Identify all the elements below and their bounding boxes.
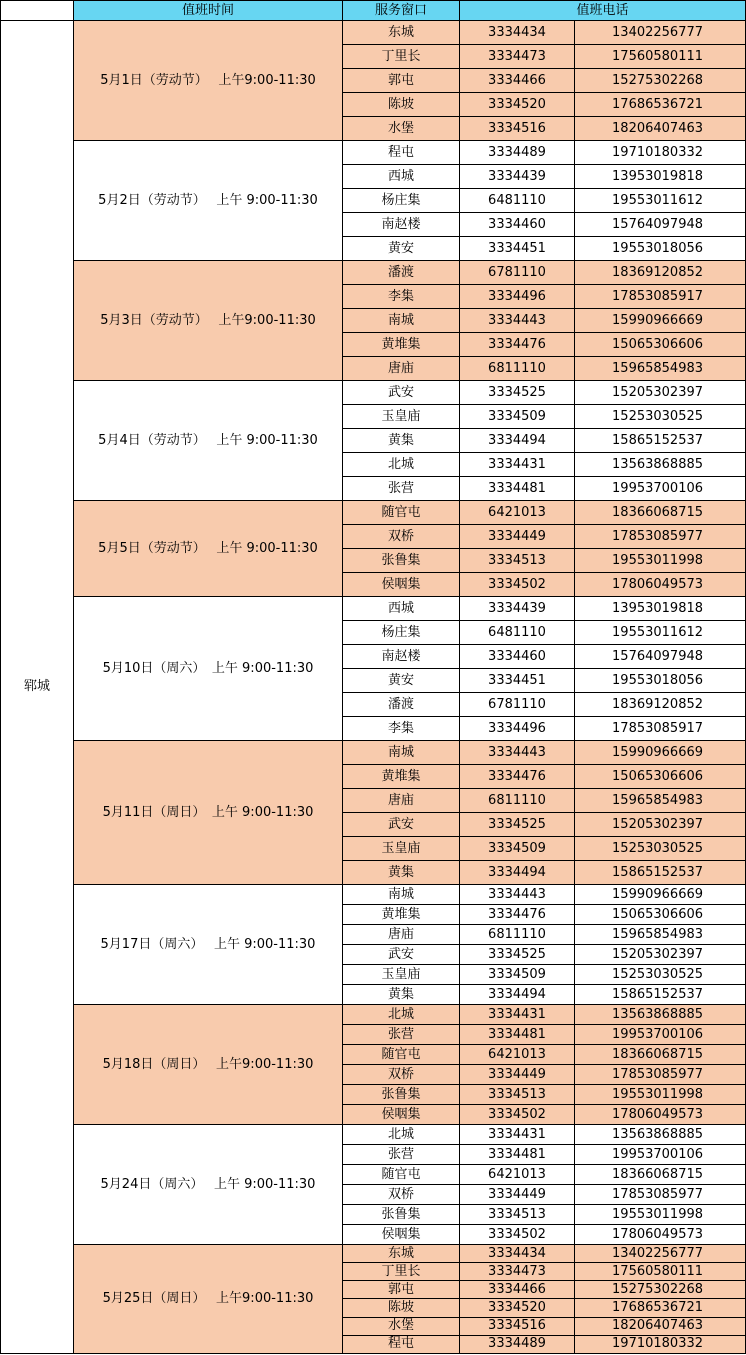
mobile-cell: 19553018056 [575, 237, 746, 261]
mobile-cell: 19553011612 [575, 189, 746, 213]
service-window-cell: 侯咽集 [343, 1105, 460, 1125]
mobile-cell: 19553011998 [575, 1205, 746, 1225]
landline-cell: 3334451 [460, 237, 575, 261]
landline-cell: 6781110 [460, 693, 575, 717]
service-window-cell: 侯咽集 [343, 573, 460, 597]
landline-cell: 3334443 [460, 741, 575, 765]
mobile-cell: 15253030525 [575, 405, 746, 429]
header-blank [1, 1, 74, 21]
service-window-cell: 武安 [343, 945, 460, 965]
service-window-cell: 南赵楼 [343, 213, 460, 237]
mobile-cell: 18369120852 [575, 693, 746, 717]
landline-cell: 6781110 [460, 261, 575, 285]
service-window-cell: 北城 [343, 1125, 460, 1145]
service-window-cell: 西城 [343, 165, 460, 189]
mobile-cell: 15065306606 [575, 905, 746, 925]
city-cell: 郓城 [1, 21, 74, 1354]
landline-cell: 3334451 [460, 669, 575, 693]
service-window-cell: 随官屯 [343, 1045, 460, 1065]
landline-cell: 3334434 [460, 21, 575, 45]
mobile-cell: 19710180332 [575, 1335, 746, 1353]
table-row [1, 741, 746, 765]
service-window-cell: 双桥 [343, 525, 460, 549]
mobile-cell: 18206407463 [575, 1317, 746, 1335]
mobile-cell: 15065306606 [575, 333, 746, 357]
service-window-cell: 唐庙 [343, 789, 460, 813]
mobile-cell: 17560580111 [575, 45, 746, 69]
landline-cell: 3334494 [460, 429, 575, 453]
service-window-cell: 南赵楼 [343, 645, 460, 669]
service-window-cell: 北城 [343, 1005, 460, 1025]
mobile-cell: 17686536721 [575, 1299, 746, 1317]
service-window-cell: 东城 [343, 1245, 460, 1263]
service-window-cell: 张营 [343, 1145, 460, 1165]
service-window-cell: 郭屯 [343, 69, 460, 93]
mobile-cell: 15764097948 [575, 645, 746, 669]
mobile-cell: 19953700106 [575, 477, 746, 501]
mobile-cell: 19953700106 [575, 1025, 746, 1045]
service-window-cell: 西城 [343, 597, 460, 621]
service-window-cell: 丁里长 [343, 1263, 460, 1281]
mobile-cell: 15764097948 [575, 213, 746, 237]
landline-cell: 6421013 [460, 501, 575, 525]
service-window-cell: 郭屯 [343, 1281, 460, 1299]
landline-cell: 3334509 [460, 405, 575, 429]
mobile-cell: 19553011998 [575, 1085, 746, 1105]
mobile-cell: 15965854983 [575, 925, 746, 945]
table-row [1, 501, 746, 525]
mobile-cell: 19553011612 [575, 621, 746, 645]
service-window-cell: 北城 [343, 453, 460, 477]
table-row [1, 21, 746, 45]
landline-cell: 3334516 [460, 117, 575, 141]
service-window-cell: 潘渡 [343, 693, 460, 717]
duty-date-cell: 5月1日（劳动节） 上午9:00-11:30 [74, 21, 343, 141]
landline-cell: 3334466 [460, 1281, 575, 1299]
landline-cell: 3334509 [460, 965, 575, 985]
landline-cell: 3334431 [460, 1005, 575, 1025]
landline-cell: 6481110 [460, 621, 575, 645]
landline-cell: 3334494 [460, 985, 575, 1005]
service-window-cell: 杨庄集 [343, 189, 460, 213]
service-window-cell: 张营 [343, 477, 460, 501]
mobile-cell: 17806049573 [575, 1225, 746, 1245]
landline-cell: 6811110 [460, 925, 575, 945]
mobile-cell: 15253030525 [575, 837, 746, 861]
service-window-cell: 黄安 [343, 669, 460, 693]
landline-cell: 3334496 [460, 285, 575, 309]
service-window-cell: 杨庄集 [343, 621, 460, 645]
mobile-cell: 15275302268 [575, 1281, 746, 1299]
service-window-cell: 南城 [343, 309, 460, 333]
landline-cell: 3334516 [460, 1317, 575, 1335]
mobile-cell: 13402256777 [575, 21, 746, 45]
table-row [1, 261, 746, 285]
landline-cell: 3334473 [460, 1263, 575, 1281]
duty-date-cell: 5月17日（周六） 上午 9:00-11:30 [74, 885, 343, 1005]
mobile-cell: 15253030525 [575, 965, 746, 985]
landline-cell: 3334489 [460, 141, 575, 165]
service-window-cell: 玉皇庙 [343, 837, 460, 861]
landline-cell: 3334489 [460, 1335, 575, 1353]
landline-cell: 3334431 [460, 1125, 575, 1145]
table-row [1, 1245, 746, 1263]
service-window-cell: 陈坡 [343, 1299, 460, 1317]
table-row [1, 381, 746, 405]
service-window-cell: 陈坡 [343, 93, 460, 117]
header-duty-time: 值班时间 [74, 1, 343, 21]
mobile-cell: 15065306606 [575, 765, 746, 789]
mobile-cell: 18206407463 [575, 117, 746, 141]
landline-cell: 3334496 [460, 717, 575, 741]
landline-cell: 3334525 [460, 813, 575, 837]
service-window-cell: 随官屯 [343, 501, 460, 525]
duty-date-cell: 5月5日（劳动节） 上午 9:00-11:30 [74, 501, 343, 597]
service-window-cell: 丁里长 [343, 45, 460, 69]
mobile-cell: 17853085977 [575, 525, 746, 549]
service-window-cell: 黄集 [343, 861, 460, 885]
duty-date-cell: 5月4日（劳动节） 上午 9:00-11:30 [74, 381, 343, 501]
landline-cell: 3334509 [460, 837, 575, 861]
landline-cell: 3334520 [460, 93, 575, 117]
landline-cell: 3334513 [460, 1085, 575, 1105]
landline-cell: 3334449 [460, 1065, 575, 1085]
mobile-cell: 15990966669 [575, 741, 746, 765]
mobile-cell: 13953019818 [575, 597, 746, 621]
header-duty-phone: 值班电话 [460, 1, 746, 21]
service-window-cell: 唐庙 [343, 357, 460, 381]
service-window-cell: 程屯 [343, 1335, 460, 1353]
duty-date-cell: 5月25日（周日） 上午9:00-11:30 [74, 1245, 343, 1354]
mobile-cell: 17853085977 [575, 1185, 746, 1205]
service-window-cell: 潘渡 [343, 261, 460, 285]
landline-cell: 3334476 [460, 905, 575, 925]
landline-cell: 3334466 [460, 69, 575, 93]
mobile-cell: 17853085917 [575, 717, 746, 741]
mobile-cell: 19553011998 [575, 549, 746, 573]
mobile-cell: 17560580111 [575, 1263, 746, 1281]
service-window-cell: 黄堆集 [343, 333, 460, 357]
table-row [1, 597, 746, 621]
landline-cell: 3334481 [460, 1145, 575, 1165]
service-window-cell: 玉皇庙 [343, 965, 460, 985]
duty-date-cell: 5月24日（周六） 上午 9:00-11:30 [74, 1125, 343, 1245]
service-window-cell: 武安 [343, 813, 460, 837]
service-window-cell: 黄堆集 [343, 905, 460, 925]
landline-cell: 3334502 [460, 573, 575, 597]
mobile-cell: 18366068715 [575, 501, 746, 525]
landline-cell: 3334476 [460, 765, 575, 789]
landline-cell: 3334443 [460, 309, 575, 333]
mobile-cell: 17806049573 [575, 1105, 746, 1125]
service-window-cell: 双桥 [343, 1185, 460, 1205]
mobile-cell: 13953019818 [575, 165, 746, 189]
landline-cell: 3334439 [460, 165, 575, 189]
header-row [1, 1, 746, 21]
mobile-cell: 15965854983 [575, 357, 746, 381]
landline-cell: 6811110 [460, 357, 575, 381]
mobile-cell: 17853085977 [575, 1065, 746, 1085]
landline-cell: 3334476 [460, 333, 575, 357]
service-window-cell: 黄集 [343, 985, 460, 1005]
table-row [1, 141, 746, 165]
mobile-cell: 15275302268 [575, 69, 746, 93]
service-window-cell: 武安 [343, 381, 460, 405]
mobile-cell: 15990966669 [575, 309, 746, 333]
header-service-window: 服务窗口 [343, 1, 460, 21]
service-window-cell: 李集 [343, 285, 460, 309]
mobile-cell: 15205302397 [575, 945, 746, 965]
service-window-cell: 随官屯 [343, 1165, 460, 1185]
service-window-cell: 黄堆集 [343, 765, 460, 789]
mobile-cell: 18366068715 [575, 1045, 746, 1065]
landline-cell: 3334434 [460, 1245, 575, 1263]
landline-cell: 3334525 [460, 945, 575, 965]
landline-cell: 3334481 [460, 477, 575, 501]
landline-cell: 6421013 [460, 1045, 575, 1065]
landline-cell: 3334443 [460, 885, 575, 905]
mobile-cell: 19953700106 [575, 1145, 746, 1165]
landline-cell: 6421013 [460, 1165, 575, 1185]
schedule-body [1, 21, 746, 1354]
landline-cell: 3334494 [460, 861, 575, 885]
duty-date-cell: 5月10日（周六） 上午 9:00-11:30 [74, 597, 343, 741]
landline-cell: 3334513 [460, 549, 575, 573]
service-window-cell: 东城 [343, 21, 460, 45]
landline-cell: 3334520 [460, 1299, 575, 1317]
service-window-cell: 双桥 [343, 1065, 460, 1085]
service-window-cell: 唐庙 [343, 925, 460, 945]
service-window-cell: 水堡 [343, 117, 460, 141]
landline-cell: 3334525 [460, 381, 575, 405]
mobile-cell: 15865152537 [575, 985, 746, 1005]
service-window-cell: 水堡 [343, 1317, 460, 1335]
landline-cell: 3334460 [460, 645, 575, 669]
service-window-cell: 玉皇庙 [343, 405, 460, 429]
service-window-cell: 程屯 [343, 141, 460, 165]
service-window-cell: 张鲁集 [343, 1205, 460, 1225]
service-window-cell: 张营 [343, 1025, 460, 1045]
table-row [1, 1125, 746, 1145]
landline-cell: 6481110 [460, 189, 575, 213]
mobile-cell: 13563868885 [575, 453, 746, 477]
mobile-cell: 15205302397 [575, 381, 746, 405]
table-row [1, 1005, 746, 1025]
service-window-cell: 侯咽集 [343, 1225, 460, 1245]
mobile-cell: 15990966669 [575, 885, 746, 905]
mobile-cell: 13563868885 [575, 1125, 746, 1145]
landline-cell: 3334481 [460, 1025, 575, 1045]
landline-cell: 3334513 [460, 1205, 575, 1225]
mobile-cell: 15865152537 [575, 429, 746, 453]
mobile-cell: 18366068715 [575, 1165, 746, 1185]
landline-cell: 6811110 [460, 789, 575, 813]
service-window-cell: 李集 [343, 717, 460, 741]
duty-date-cell: 5月3日（劳动节） 上午9:00-11:30 [74, 261, 343, 381]
mobile-cell: 13402256777 [575, 1245, 746, 1263]
landline-cell: 3334473 [460, 45, 575, 69]
table-row [1, 885, 746, 905]
duty-date-cell: 5月18日（周日） 上午9:00-11:30 [74, 1005, 343, 1125]
landline-cell: 3334431 [460, 453, 575, 477]
mobile-cell: 17853085917 [575, 285, 746, 309]
mobile-cell: 17686536721 [575, 93, 746, 117]
mobile-cell: 17806049573 [575, 573, 746, 597]
landline-cell: 3334449 [460, 1185, 575, 1205]
mobile-cell: 15965854983 [575, 789, 746, 813]
mobile-cell: 18369120852 [575, 261, 746, 285]
service-window-cell: 南城 [343, 885, 460, 905]
duty-date-cell: 5月2日（劳动节） 上午 9:00-11:30 [74, 141, 343, 261]
service-window-cell: 张鲁集 [343, 1085, 460, 1105]
mobile-cell: 19710180332 [575, 141, 746, 165]
mobile-cell: 15205302397 [575, 813, 746, 837]
landline-cell: 3334460 [460, 213, 575, 237]
mobile-cell: 19553018056 [575, 669, 746, 693]
service-window-cell: 黄安 [343, 237, 460, 261]
service-window-cell: 南城 [343, 741, 460, 765]
duty-date-cell: 5月11日（周日） 上午 9:00-11:30 [74, 741, 343, 885]
service-window-cell: 黄集 [343, 429, 460, 453]
landline-cell: 3334502 [460, 1225, 575, 1245]
landline-cell: 3334502 [460, 1105, 575, 1125]
landline-cell: 3334449 [460, 525, 575, 549]
service-window-cell: 张鲁集 [343, 549, 460, 573]
mobile-cell: 15865152537 [575, 861, 746, 885]
landline-cell: 3334439 [460, 597, 575, 621]
mobile-cell: 13563868885 [575, 1005, 746, 1025]
